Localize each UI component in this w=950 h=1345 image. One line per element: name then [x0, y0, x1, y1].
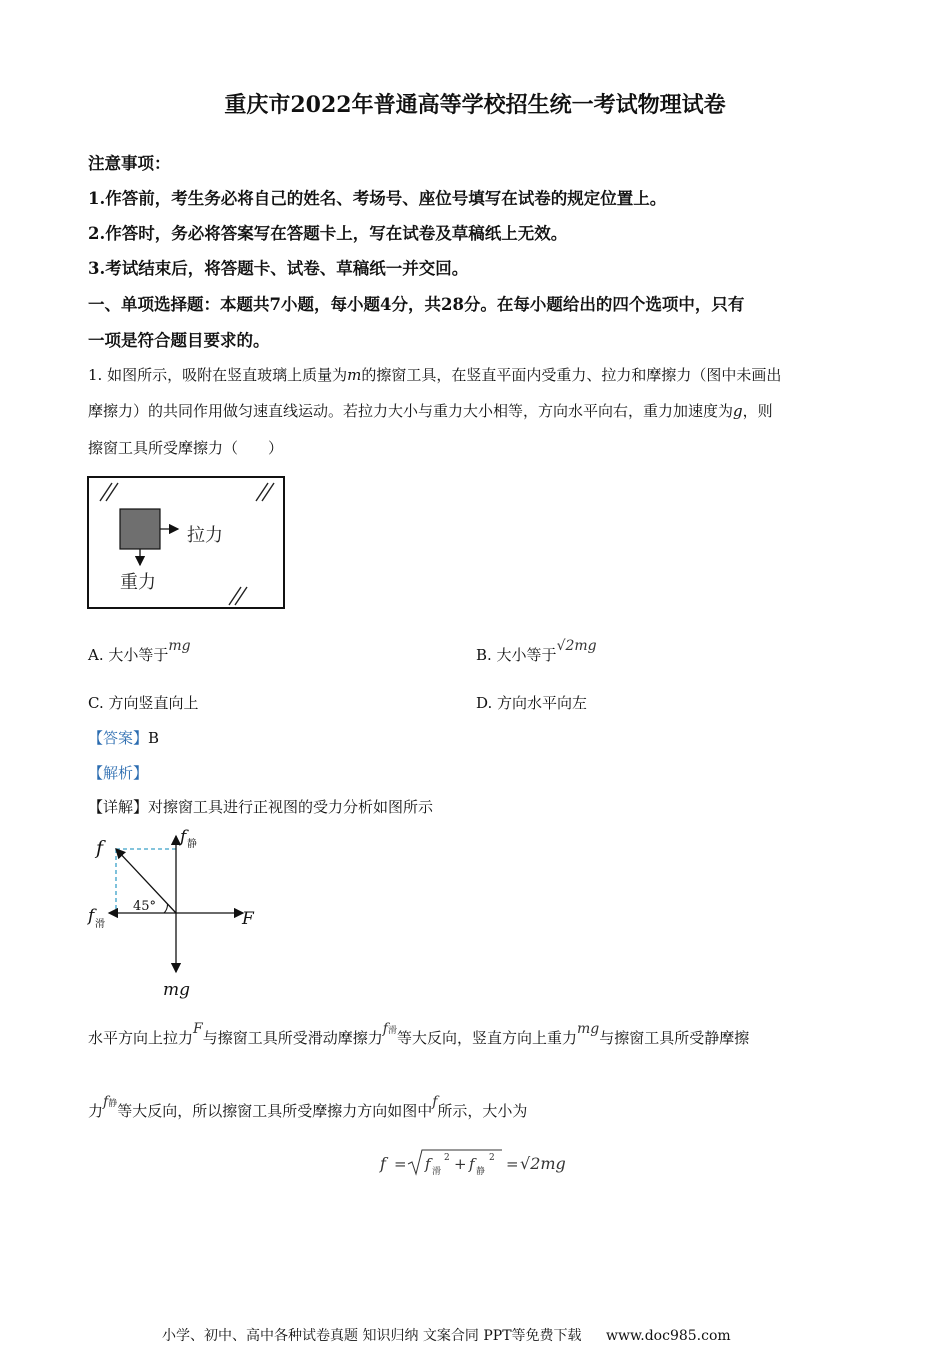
f-static-subscript: 静 — [187, 839, 197, 850]
svg-text:2: 2 — [489, 1153, 495, 1163]
notice-item-1: 1.作答前，考生务必将自己的姓名、考场号、座位号填写在试卷的规定位置上。 — [88, 189, 667, 208]
svg-text:2: 2 — [444, 1153, 450, 1163]
option-b: B. 大小等于√2mg — [476, 638, 597, 664]
svg-text:f: f — [380, 1154, 386, 1173]
mg-label: mg — [163, 980, 191, 1000]
svg-text:f: f — [469, 1155, 475, 1173]
f-static-label: f — [180, 827, 187, 847]
svg-text:静: 静 — [476, 1167, 486, 1177]
notice-item-3: 3.考试结束后，将答题卡、试卷、草稿纸一并交回。 — [88, 259, 469, 278]
explanation-line2: 力$f^静$等大反向，所以擦窗工具所受摩擦力方向如图中f所示，大小为 — [88, 1094, 528, 1120]
svg-text:√2mg: √2mg — [520, 1154, 566, 1173]
footer-text: 小学、初中、高中各种试卷真题 知识归纳 文案合同 PPT等免费下载 www.doc985.com — [162, 1328, 731, 1344]
option-c: C. 方向竖直向上 — [88, 694, 199, 712]
option-d: D. 方向水平向左 — [476, 694, 588, 712]
friction-formula — [378, 1146, 578, 1180]
question-line3: 擦窗工具所受摩擦力（ ） — [88, 439, 284, 457]
svg-text:=: = — [394, 1155, 407, 1173]
svg-text:+: + — [454, 1155, 467, 1173]
detail-line: 【详解】对擦窗工具进行正视图的受力分析如图所示 — [88, 798, 434, 816]
svg-text:滑: 滑 — [432, 1167, 442, 1177]
pull-label: 拉力 — [187, 525, 223, 546]
option-a: A. 大小等于mg — [88, 638, 191, 664]
notice-item-2: 2.作答时，务必将答案写在答题卡上，写在试卷及草稿纸上无效。 — [88, 224, 568, 243]
f-slide-subscript: 滑 — [95, 919, 105, 930]
angle-label: 45° — [133, 899, 157, 914]
footer-url[interactable]: www.doc985.com — [605, 1328, 731, 1344]
section-heading-line1: 一、单项选择题：本题共7小题，每小题4分，共28分。在每小题给出的四个选项中，只有 — [88, 295, 745, 314]
f-slide-label: f — [88, 906, 95, 926]
section-heading-line2: 一项是符合题目要求的。 — [88, 331, 270, 350]
window-figure — [86, 475, 288, 611]
explanation-line1: 水平方向上拉力F与擦窗工具所受滑动摩擦力$f^滑$等大反向，竖直方向上重力mg与擦窗工具所受静摩擦 — [88, 1021, 750, 1047]
analysis-tag: 【解析】 — [88, 764, 149, 782]
question-line1: 1. 如图所示，吸附在竖直玻璃上质量为m的擦窗工具，在竖直平面内受重力、拉力和摩擦力（图中未画出 — [88, 366, 782, 384]
force-diagram — [86, 820, 266, 1002]
cleaning-tool-block — [120, 509, 160, 549]
page-title: 重庆市2022年普通高等学校招生统一考试物理试卷 — [224, 92, 726, 118]
answer-line: 【答案】B — [88, 729, 160, 747]
F-label: F — [242, 909, 254, 929]
svg-text:=: = — [506, 1155, 519, 1173]
f-label: f — [96, 837, 104, 859]
question-line2: 摩擦力）的共同作用做匀速直线运动。若拉力大小与重力大小相等，方向水平向右，重力加速度为g，则 — [88, 402, 773, 420]
gravity-label: 重力 — [120, 572, 156, 593]
notice-heading: 注意事项： — [88, 154, 171, 173]
svg-text:f: f — [425, 1155, 431, 1173]
angle-arc — [164, 904, 168, 913]
glass-frame — [88, 477, 284, 608]
